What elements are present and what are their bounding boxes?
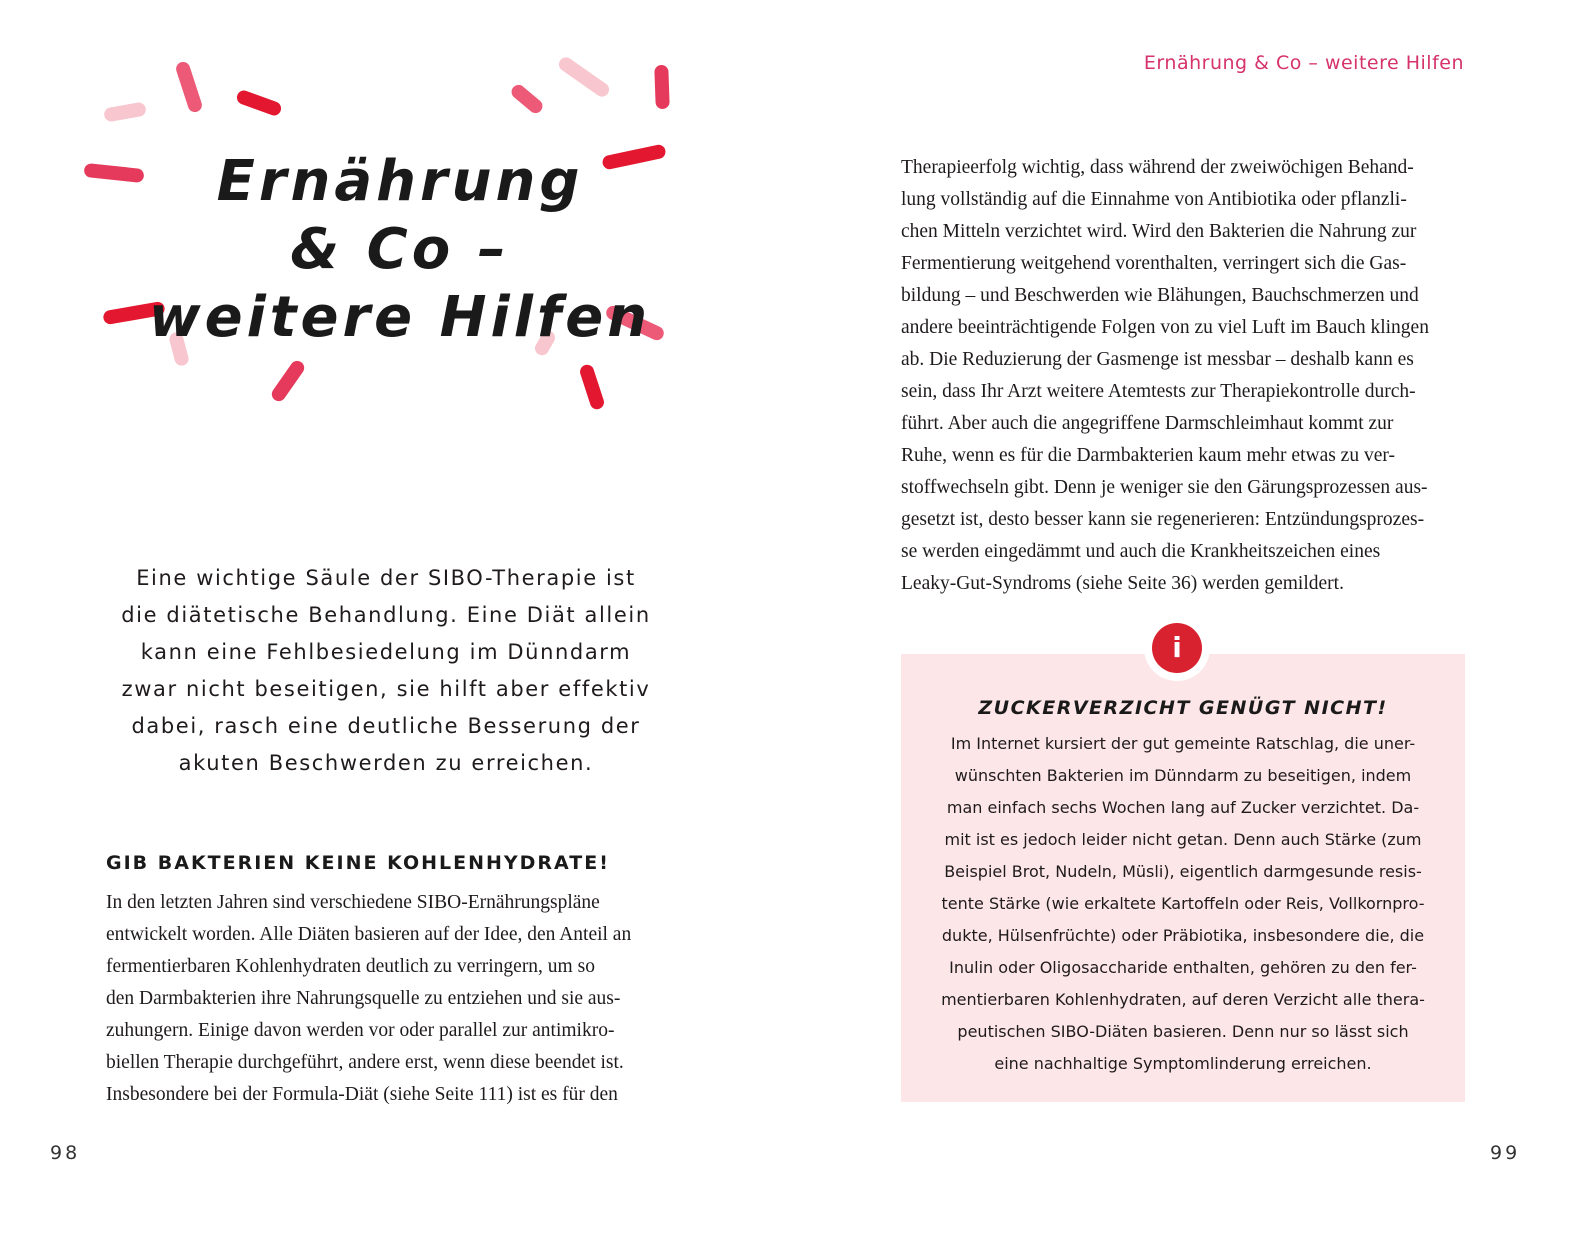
chapter-title xyxy=(130,148,670,352)
body-line: stoffwechseln gibt. Denn je weniger sie den Gärungsprozessen aus- xyxy=(901,477,1428,498)
page-number-right: 99 xyxy=(1490,1142,1521,1164)
left-body-text xyxy=(106,887,680,1111)
info-line: man einfach sechs Wochen lang auf Zucker verzichtet. Da- xyxy=(946,798,1420,817)
info-line: mit ist es jedoch leider nicht getan. Denn auch Stärke (zum xyxy=(944,830,1422,849)
body-line: bildung – und Beschwerden wie Blähungen, Bauchschmerzen und xyxy=(901,285,1419,306)
body-line: Leaky-Gut-Syndroms (siehe Seite 36) werden gemildert. xyxy=(901,573,1344,594)
intro-line: kann eine Fehlbesiedelung im Dünndarm xyxy=(140,640,632,664)
info-line: peutischen SIBO-Diäten basieren. Denn nur so lässt sich xyxy=(957,1022,1409,1041)
chapter-title-line: weitere Hilfen xyxy=(148,285,652,350)
confetti-stroke xyxy=(654,65,670,109)
right-body-text xyxy=(901,152,1473,600)
body-line: gesetzt ist, desto besser kann sie regenerieren: Entzündungsprozes- xyxy=(901,509,1425,530)
section-heading: GIB BAKTERIEN KEINE KOHLENHYDRATE! xyxy=(106,852,610,874)
running-header: Ernährung & Co – weitere Hilfen xyxy=(1143,52,1464,74)
intro-line: dabei, rasch eine deutliche Besserung der xyxy=(131,714,641,738)
intro-line: akuten Beschwerden zu erreichen. xyxy=(178,751,594,775)
info-line: tente Stärke (wie erkaltete Kartoffeln oder Reis, Vollkornpro- xyxy=(941,894,1425,913)
body-line: biellen Therapie durchgeführt, andere erst, wenn diese beendet ist. xyxy=(106,1052,624,1073)
info-line: Inulin oder Oligosaccharide enthalten, gehören zu den fer- xyxy=(949,958,1417,977)
info-line: eine nachhaltige Symptomlinderung erreichen. xyxy=(994,1054,1372,1073)
info-icon: i xyxy=(1152,623,1202,673)
intro-paragraph xyxy=(100,560,672,782)
body-line: zuhungern. Einige davon werden vor oder parallel zur antimikro- xyxy=(106,1020,615,1041)
body-line: chen Mitteln verzichtet wird. Wird den Bakterien die Nahrung zur xyxy=(901,221,1417,242)
body-line: Insbesondere bei der Formula-Diät (siehe Seite 111) ist es für den xyxy=(106,1084,618,1105)
info-line: dukte, Hülsenfrüchte) oder Präbiotika, insbesondere die, die xyxy=(941,926,1425,945)
info-box-title: ZUCKERVERZICHT GENÜGT NICHT! xyxy=(978,697,1388,719)
intro-line: zwar nicht beseitigen, sie hilft aber effektiv xyxy=(121,677,651,701)
body-line: se werden eingedämmt und auch die Krankheitszeichen eines xyxy=(901,541,1381,562)
info-box-text xyxy=(921,728,1445,1080)
body-line: den Darmbakterien ihre Nahrungsquelle zu entziehen und sie aus- xyxy=(106,988,621,1009)
body-line: lung vollständig auf die Einnahme von Antibiotika oder pflanzli- xyxy=(901,189,1407,210)
body-line: andere beeinträchtigende Folgen von zu viel Luft im Bauch klingen xyxy=(901,317,1429,338)
body-line: Ruhe, wenn es für die Darmbakterien kaum mehr etwas zu ver- xyxy=(901,445,1395,466)
intro-line: Eine wichtige Säule der SIBO-Therapie ist xyxy=(136,566,636,590)
info-line: Im Internet kursiert der gut gemeinte Ratschlag, die uner- xyxy=(950,734,1416,753)
body-line: Therapieerfolg wichtig, dass während der zweiwöchigen Behand- xyxy=(901,157,1414,178)
chapter-title-line: Ernährung xyxy=(216,149,584,214)
body-line: führt. Aber auch die angegriffene Darmschleimhaut kommt zur xyxy=(901,413,1394,434)
body-line: fermentierbaren Kohlenhydraten deutlich zu verringern, um so xyxy=(106,956,595,977)
info-line: Beispiel Brot, Nudeln, Müsli), eigentlich darmgesunde resis- xyxy=(944,862,1422,881)
body-line: ab. Die Reduzierung der Gasmenge ist messbar – deshalb kann es xyxy=(901,349,1414,370)
intro-line: die diätetische Behandlung. Eine Diät allein xyxy=(121,603,651,627)
body-line: sein, dass Ihr Arzt weitere Atemtests zur Therapiekontrolle durch- xyxy=(901,381,1416,402)
page-number-left: 98 xyxy=(50,1142,81,1164)
info-line: wünschten Bakterien im Dünndarm zu beseitigen, indem xyxy=(954,766,1412,785)
body-line: entwickelt worden. Alle Diäten basieren auf der Idee, den Anteil an xyxy=(106,924,632,945)
info-line: mentierbaren Kohlenhydraten, auf deren Verzicht alle thera- xyxy=(941,990,1425,1009)
chapter-title-line: & Co – xyxy=(290,217,510,282)
body-line: Fermentierung weitgehend vorenthalten, verringert sich die Gas- xyxy=(901,253,1407,274)
body-line: In den letzten Jahren sind verschiedene SIBO-Ernährungspläne xyxy=(106,892,600,913)
